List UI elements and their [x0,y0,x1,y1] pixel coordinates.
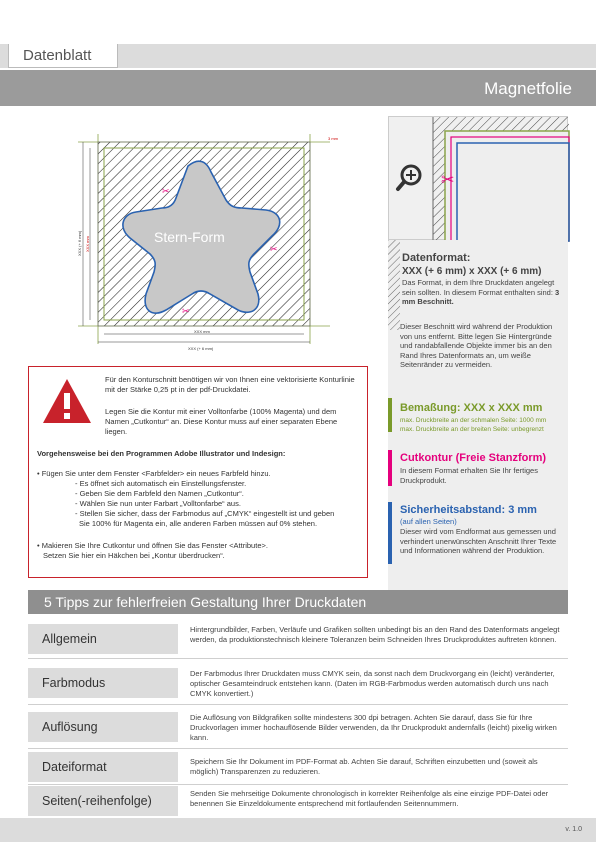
measure-line-2: max. Druckbreite an der breiten Seite: unbegrenzt [400,426,544,433]
dim-inner-h: XXX mm [194,329,210,334]
hatch-decoration [388,240,400,330]
tip-text-pages: Senden Sie mehrseitige Dokumente chronologisch in korrekter Reihenfolge als eine einzige PDF-Datei oder benennen Sie Einzeldokumente entsprechend mit fortlaufenden Seitennummern. [190,789,549,808]
tip-text-resolution: Die Auflösung von Bildgrafiken sollte mindestens 300 dpi betragen. Achten Sie darauf, dass Sie für Ihre Druckvorlagen immer hochauflösende Bilder verwenden, da Ihr Druckprodukt andernfalls (leicht) pixelig wirken kann. [190,713,557,742]
tip-divider [28,748,568,749]
format-title: Datenformat: [402,252,471,264]
safe-title: Sicherheitsabstand: 3 mm [400,504,537,516]
cut-text: In diesem Format erhalten Sie Ihr fertiges Druckprodukt. [400,466,538,485]
scissors-icon: ✂ [182,306,190,316]
warning-heading: Vorgehensweise bei den Programmen Adobe Illustrator und Indesign: [37,449,286,458]
tip-label-general: Allgemein [28,624,178,654]
safe-subtitle: (auf allen Seiten) [400,517,457,526]
tip-divider [28,658,568,659]
document-tag: Datenblatt [8,44,118,68]
tip-divider [28,704,568,705]
warning-box [28,366,368,578]
warning-step-5: - Stellen Sie sicher, dass der Farbmodus auf „CMYK“ eingestellt ist und geben [75,509,335,518]
format-diagram [78,134,356,354]
tip-label-colormode: Farbmodus [28,668,178,698]
page-title: Magnetfolie [484,79,572,98]
warning-step-6b: Setzen Sie hier ein Häkchen bei „Kontur überdrucken“. [43,551,225,560]
warning-step-4: - Wählen Sie nun unter Farbart „Volltonfarbe“ aus. [75,499,241,508]
format-text: Das Format, in dem Ihre Druckdaten angelegt sein sollten. In diesem Format enthalten sind: 3 mm Beschnitt. [402,278,560,306]
warning-step-2: - Es öffnet sich automatisch ein Einstellungsfenster. [75,479,247,488]
measure-line-1: max. Druckbreite an der schmalen Seite: 1000 mm [400,417,547,424]
scissors-icon: ✂ [441,172,455,189]
warning-step-5b: Sie 100% für Magenta ein, alle anderen Farben müssen auf 0% stehen. [79,519,318,528]
tip-label-pages: Seiten(-reihenfolge) [28,786,178,816]
tips-title: 5 Tipps zur fehlerfreien Gestaltung Ihrer Druckdaten [44,594,367,610]
safe-marker [388,502,392,564]
version-label: v. 1.0 [565,826,582,833]
dim-outer-v: XXX (+ 6 mm) [77,230,82,256]
corner-zoom-preview [388,116,568,240]
cut-marker [388,450,392,486]
tip-label-resolution: Auflösung [28,712,178,742]
warning-step-3: - Geben Sie dem Farbfeld den Namen „Cutkontur“. [75,489,244,498]
shape-label: Stern-Form [154,229,225,245]
format-value: XXX (+ 6 mm) x XXX (+ 6 mm) [402,266,542,277]
measure-title: Bemaßung: XXX x XXX mm [400,402,543,414]
warning-step-6: • Makieren Sie Ihre Cutkontur und öffnen Sie das Fenster <Attribute>. [37,541,268,550]
tips-header [28,590,568,614]
safe-text: Dieser wird vom Endformat aus gemessen und verhindert unerwünschten Anschnitt Ihrer Texte und Informationen während der Produktion. [400,527,557,555]
zoom-icon [398,166,420,189]
footer-bar [0,818,596,842]
warning-icon [41,377,93,425]
tip-text-general: Hintergrundbilder, Farben, Verläufe und Grafiken sollten unbedingt bis an den Rand des Datenformats angelegt werden, da produktionstechnisch kleinere Toleranzen beim Schneiden Ihres Druckproduktes auftreten können. [190,625,560,644]
measure-marker [388,398,392,432]
tip-label-fileformat: Dateiformat [28,752,178,782]
bleed-text: Dieser Beschnitt wird während der Produktion von uns entfernt. Bitte legen Sie Hintergründe und randabfallende Objekte immer bis an den Rand Ihres Datenformats an, um weiße Seitenränder zu vermeiden. [400,322,553,369]
format-info-panel [388,240,568,605]
warning-p2: Legen Sie die Kontur mit einer Volltonfarbe (100% Magenta) und dem Namen „Cutkontur“ an. Diese Kontur muss auf einer separaten Ebene liegen. [105,407,338,436]
bleed-label: 3 mm [328,136,338,141]
scissors-icon: ✂ [162,186,170,196]
dim-outer-h: XXX (+ 6 mm) [188,346,214,351]
cut-title: Cutkontur (Freie Stanzform) [400,452,547,464]
tip-text-fileformat: Speichern Sie Ihr Dokument im PDF-Format ab. Achten Sie darauf, Schriften einzubetten und (soweit als möglich) Transparenzen zu reduzieren. [190,757,538,776]
scissors-icon: ✂ [270,244,278,254]
tip-divider [28,784,568,785]
dim-inner-v: XXX mm [85,236,90,252]
tip-text-colormode: Der Farbmodus Ihrer Druckdaten muss CMYK sein, da sonst nach dem Druckvorgang ein (leicht) veränderter, optischer Gesamteindruck entstehen kann. (Daten im RGB-Farbmodus werden automatisch durch uns nach CMYK konvertiert.) [190,669,555,698]
warning-step-1: • Fügen Sie unter dem Fenster <Farbfelder> ein neues Farbfeld hinzu. [37,469,271,478]
warning-p1: Für den Konturschnitt benötigen wir von Ihnen eine vektorisierte Konturlinie mit der Stärke 0,25 pt in der pdf-Druckdatei. [105,375,355,394]
